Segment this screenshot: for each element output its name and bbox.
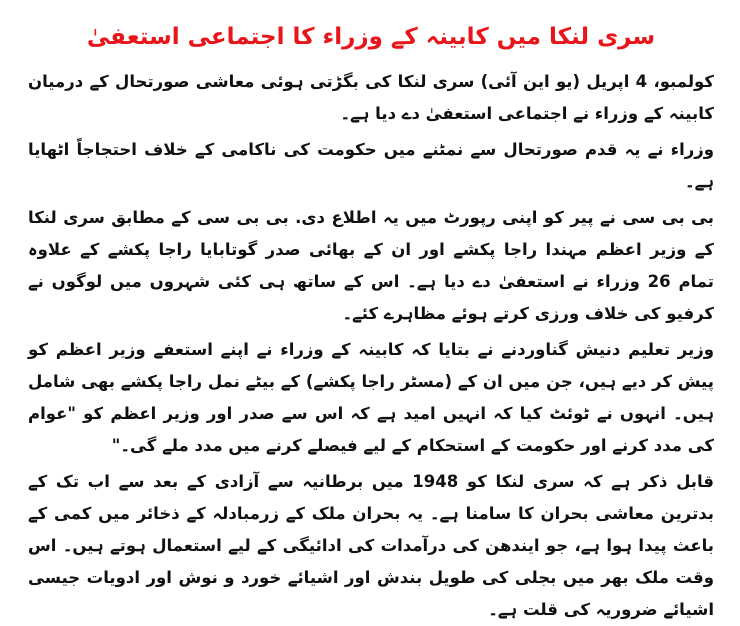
- article-headline: سری لنکا میں کابینہ کے وزراء کا اجتماعی استعفیٰ: [86, 24, 656, 50]
- article-paragraph-dateline: کولمبو، 4 اپریل (یو این آئی) سری لنکا کی بگڑتی ہوئی معاشی صورتحال کے درمیان کابینہ کے وزراء نے اجتماعی استعفیٰ دے دیا ہے۔: [28, 72, 714, 123]
- article-paragraph-education-minister: وزیر تعلیم دنیش گناوردنے نے بتایا کہ کابینہ کے وزراء نے اپنے استعفے وزیر اعظم کو پیش کر دیے ہیں، جن میں ان کے (مسٹر راجا پکشے) کے بیٹے نمل راجا پکشے بھی شامل ہیں۔ انہوں نے ٹوئٹ کیا کہ انہیں امید ہے کہ اس سے صدر اور وزیر اعظم کو "عوام کی مدد کرنے اور حکومت کے استحکام کے لیے فیصلے کرنے میں مدد ملے گی۔": [28, 340, 714, 455]
- article-paragraph-economic-crisis: قابل ذکر ہے کہ سری لنکا کو 1948 میں برطانیہ سے آزادی کے بعد سے اب تک کے بدترین معاشی بحران کا سامنا ہے۔ یہ بحران ملک کے زرمبادلہ کے ذخائر میں کمی کے باعث پیدا ہوا ہے، جو ایندھن کی درآمدات کی ادائیگی کے لیے استعمال ہوتے ہیں۔ اس وقت ملک بھر میں بجلی کی طویل بندش اور اشیائے خورد و نوش اور ادویات جیسی اشیائے ضروریہ کی قلت ہے۔: [28, 472, 714, 619]
- article-paragraph-protest: وزراء نے یہ قدم صورتحال سے نمٹنے میں حکومت کی ناکامی کے خلاف احتجاجاً اٹھایا ہے۔: [28, 140, 714, 191]
- article-paragraph-bbc-report: بی بی سی نے پیر کو اپنی رپورٹ میں یہ اطلاع دی. بی بی سی کے مطابق سری لنکا کے وزیر اعظم مہندا راجا پکشے اور ان کے بھائی صدر گوتابایا راجا پکشے کے علاوہ تمام 26 وزراء نے استعفیٰ دے دیا ہے۔ اس کے ساتھ ہی کئی شہروں میں لوگوں نے کرفیو کی خلاف ورزی کرتے ہوئے مظاہرے کئے۔: [28, 208, 714, 323]
